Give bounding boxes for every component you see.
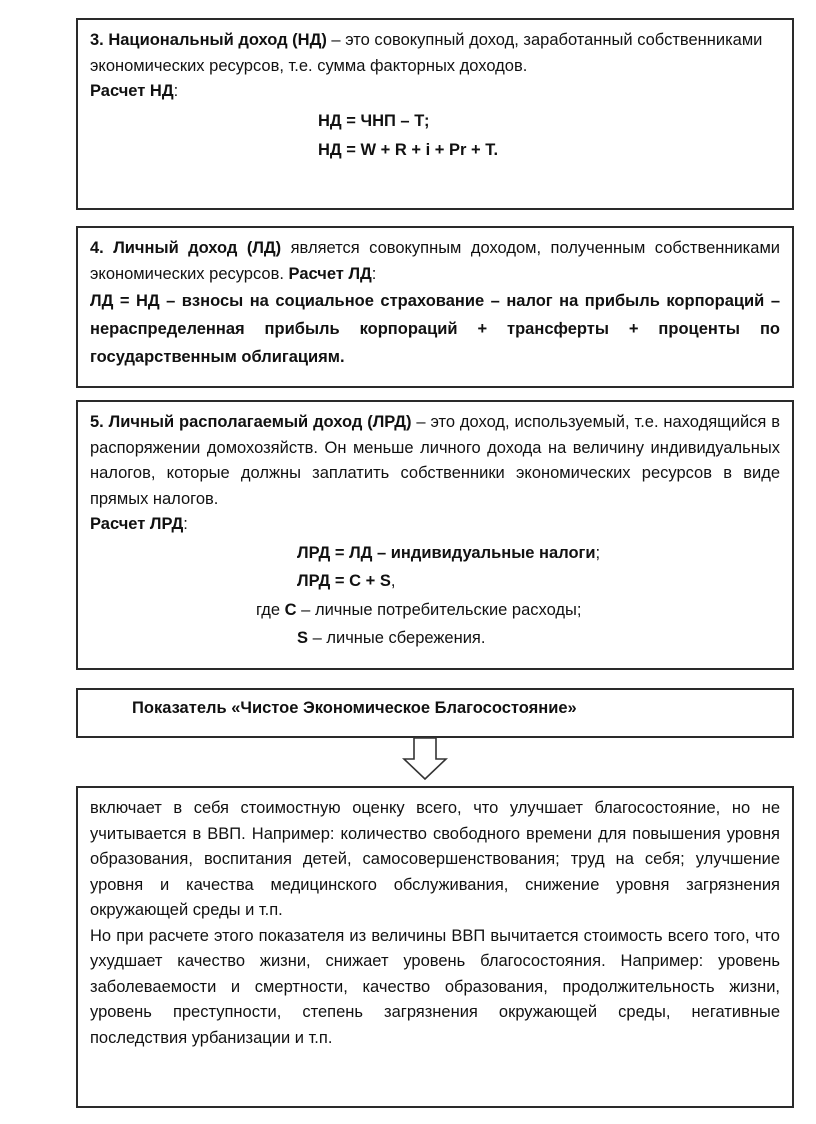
net-economic-welfare-title: Показатель «Чистое Экономическое Благосостояние» — [132, 699, 577, 717]
disposable-income-box — [76, 400, 794, 670]
personal-income-box — [76, 226, 794, 388]
personal-income-heading: 4. Личный доход (ЛД) — [90, 239, 282, 257]
down-arrow-icon — [402, 737, 448, 781]
disposable-income-definition-text: – это доход, используемый, т.е. находящийся в распоряжении домохозяйств. Он меньше личного дохода на величину индивидуальных налогов, которые должны заплатить собственники экономических ресурсов в виде прямых налогов. — [90, 413, 780, 508]
national-income-box — [76, 18, 794, 210]
national-income-definition — [90, 28, 780, 79]
national-income-formula-1: НД = ЧНП – Т; — [318, 111, 430, 130]
personal-income-definition-text: является совокупным доходом, полученным собственниками экономических ресурсов. — [90, 239, 780, 283]
disposable-income-formula-2: ЛРД = C + S, — [297, 572, 396, 590]
disposable-income-heading: 5. Личный располагаемый доход (ЛРД) — [90, 413, 412, 431]
national-income-definition-text: – это совокупный доход, заработанный собственниками экономических ресурсов, т.е. сумма факторных доходов. — [90, 31, 763, 75]
welfare-subtracts-paragraph: Но при расчете этого показателя из величины ВВП вычитается стоимость всего того, что ухудшает качество жизни, снижает уровень благосостояния. Например: уровень заболеваемости и смертности, качество образования, продолжительность жизни, уровень преступности, степень загрязнения окружающей среды, негативные последствия урбанизации и т.п. — [90, 926, 780, 1047]
disposable-income-formula-1: ЛРД = ЛД – индивидуальные налоги; — [297, 543, 601, 562]
where-consumption: где С – личные потребительские расходы; — [256, 600, 582, 619]
national-income-formula-2: НД = W + R + i + Pr + T. — [318, 141, 499, 159]
where-savings: S – личные сбережения. — [297, 629, 486, 647]
personal-income-formula: ЛД = НД – взносы на социальное страхование – налог на прибыль корпораций – нераспределенная прибыль корпораций + трансферты + проценты по государственным облигациям. — [90, 292, 780, 366]
disposable-income-definition — [90, 410, 780, 512]
national-income-calc-label: Расчет НД: — [90, 82, 179, 100]
personal-income-definition: 4. Личный доход (ЛД) является совокупным доходом, полученным собственниками экономических ресурсов. Расчет ЛД: — [90, 239, 780, 283]
disposable-income-calc-label: Расчет ЛРД: — [90, 515, 188, 533]
national-income-heading: 3. Национальный доход (НД) — [90, 31, 327, 49]
personal-income-calc-label: Расчет ЛД — [288, 264, 372, 283]
net-economic-welfare-description-box — [76, 786, 794, 1108]
welfare-includes-paragraph: включает в себя стоимостную оценку всего, что улучшает благосостояние, но не учитывается в ВВП. Например: количество свободного времени для повышения уровня образования, воспитания детей, самосовершенствования; труд на себя; улучшение уровня и качества медицинского обслуживания, снижение уровня загрязнения окружающей среды и т.п. — [90, 799, 780, 919]
net-economic-welfare-title-box — [76, 688, 794, 738]
